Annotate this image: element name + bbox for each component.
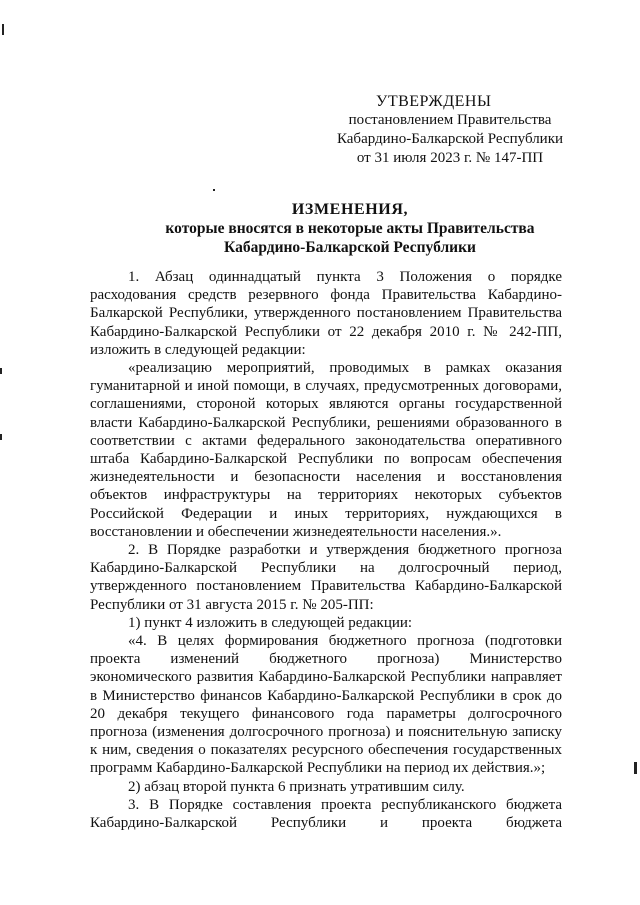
scan-mark-top-left [2, 24, 4, 35]
paragraph-2: 2. В Порядке разработки и утверждения бюджетного прогноза Кабардино-Балкарской Республики на долгосрочный период, утвержденного постановлением Правительства Кабардино-Балкарской Республики от 31 августа 2015 г. № 205-ПП: [90, 542, 562, 613]
approval-heading: УТВЕРЖДЕНЫ [376, 93, 492, 110]
paragraph-quote-2: «4. В целях формирования бюджетного прогноза (подготовки проекта изменений бюджетного прогноза) Министерство экономического развития Кабардино-Балкарской Республики направляет в Министерство финансов Кабардино-Балкарской Республики в срок до 20 декабря текущего финансового года параметры долгосрочного прогноза (изменения долгосрочного прогноза) и пояснительную записку к ним, сведения о показателях ресурсного обеспечения государственных программ Кабардино-Балкарской Республики на период их действия.»; [90, 633, 562, 777]
scan-mark-left-1 [0, 368, 2, 374]
title-main: ИЗМЕНЕНИЯ, [291, 201, 409, 218]
scan-dot [213, 189, 215, 191]
approval-line: Кабардино-Балкарской Республики [336, 131, 564, 147]
paragraph-quote-1: «реализацию мероприятий, проводимых в рамках оказания гуманитарной и иной помощи, в случаях, предусмотренных договорами, соглашениями, стороной которых являются органы государственной власти Кабардино-Балкарской Республики, решениями образованного в соответствии с актами федерального законодательства оперативного штаба Кабардино-Балкарской Республики по вопросам обеспечения жизнедеятельности и безопасности населения и восстановления объектов инфраструктуры на территориях некоторых субъектов Российской Федерации и иных территориях, нуждающихся в восстановлении и обеспечении жизнедеятельности населения.». [90, 360, 562, 540]
document-title [70, 200, 630, 257]
paragraph-2-item-2: 2) абзац второй пункта 6 признать утратившим силу. [128, 778, 465, 795]
paragraph-2-item-1: 1) пункт 4 изложить в следующей редакции: [128, 614, 413, 631]
approval-line: от 31 июля 2023 г. № 147-ПП [356, 150, 544, 166]
paragraph-1: 1. Абзац одиннадцатый пункта 3 Положения о порядке расходования средств резервного фонда Правительства Кабардино-Балкарской Республики, утвержденного постановлением Правительства Кабардино-Балкарской Республики от 22 декабря 2010 г. № 242-ПП, изложить в следующей редакции: [90, 269, 562, 358]
scan-mark-right [634, 762, 637, 774]
paragraph-3: 3. В Порядке составления проекта республиканского бюджета Кабардино-Балкарской Республики и проекта бюджета [90, 796, 562, 832]
scan-mark-left-2 [0, 434, 2, 440]
title-subtitle-1: которые вносятся в некоторые акты Правительства [165, 220, 535, 237]
approval-line: постановлением Правительства [348, 112, 552, 128]
title-subtitle-2: Кабардино-Балкарской Республики [224, 239, 476, 256]
document-body [90, 268, 562, 832]
approval-block [300, 92, 600, 168]
